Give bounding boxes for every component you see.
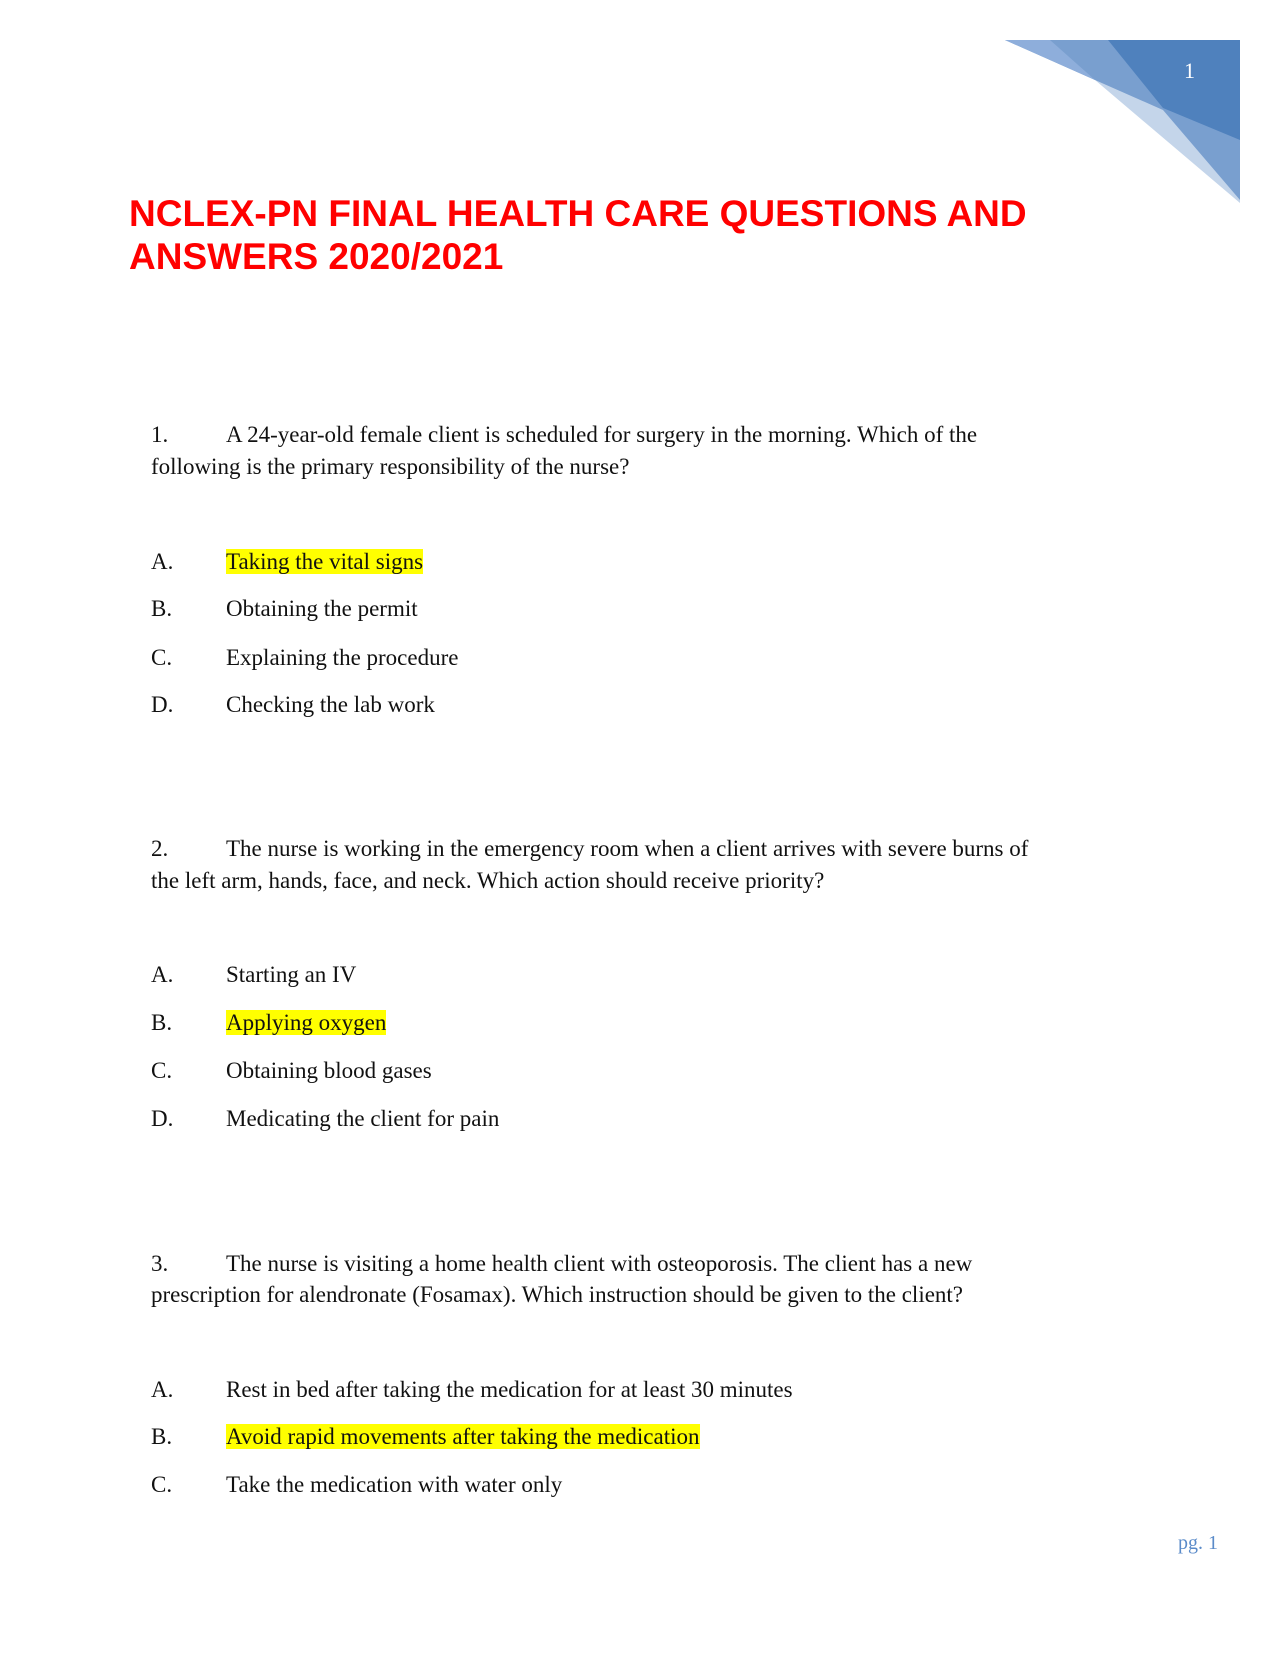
title-line-2: ANSWERS 2020/2021	[129, 236, 504, 277]
item-number: A.	[151, 549, 174, 574]
item-text: prescription for alendronate (Fosamax). Which instruction should be given to the client?	[151, 1282, 964, 1307]
title-line-1: NCLEX-PN FINAL HEALTH CARE QUESTIONS AND	[129, 193, 1027, 234]
answer-option	[151, 1471, 562, 1499]
item-number: B.	[151, 596, 173, 621]
answer-option	[151, 595, 418, 623]
header-page-number: 1	[1184, 58, 1195, 83]
item-number: 2.	[151, 836, 169, 861]
footer-page-label: pg. 1	[1178, 1532, 1218, 1554]
answer-option	[151, 691, 435, 719]
item-text: The nurse is visiting a home health client with osteoporosis. The client has a new	[226, 1251, 973, 1276]
item-number: C.	[151, 1058, 173, 1083]
highlighted-answer: Applying oxygen	[226, 1010, 387, 1035]
answer-option	[151, 1105, 499, 1133]
answer-option	[151, 1423, 700, 1451]
item-number: D.	[151, 1106, 174, 1131]
question-stem-continued	[151, 867, 824, 895]
item-text: following is the primary responsibility of the nurse?	[151, 454, 630, 479]
item-text: Obtaining the permit	[226, 596, 418, 621]
item-number: D.	[151, 692, 174, 717]
item-text: Medicating the client for pain	[226, 1106, 500, 1131]
item-text: The nurse is working in the emergency room when a client arrives with severe burns of	[226, 836, 1029, 861]
item-number: 1.	[151, 422, 169, 447]
question-stem	[151, 835, 1028, 863]
item-number: B.	[151, 1010, 173, 1035]
item-number: C.	[151, 1472, 173, 1497]
item-number: A.	[151, 962, 174, 987]
item-text: Obtaining blood gases	[226, 1058, 432, 1083]
answer-option	[151, 961, 356, 989]
answer-option	[151, 548, 423, 576]
item-text: Starting an IV	[226, 962, 357, 987]
highlighted-answer: Taking the vital signs	[226, 549, 424, 574]
item-text: Rest in bed after taking the medication for at least 30 minutes	[226, 1377, 793, 1402]
question-stem-continued	[151, 1281, 963, 1309]
item-text: A 24-year-old female client is scheduled for surgery in the morning. Which of the	[226, 422, 978, 447]
document-title	[129, 192, 1129, 278]
item-number: C.	[151, 645, 173, 670]
item-text: the left arm, hands, face, and neck. Which action should receive priority?	[151, 868, 825, 893]
corner-decoration	[0, 0, 1280, 220]
item-number: 3.	[151, 1251, 169, 1276]
item-number: B.	[151, 1424, 173, 1449]
item-text: Take the medication with water only	[226, 1472, 563, 1497]
question-stem	[151, 1250, 972, 1278]
item-text: Explaining the procedure	[226, 645, 459, 670]
question-stem-continued	[151, 453, 629, 481]
answer-option	[151, 1057, 432, 1085]
item-text: Checking the lab work	[226, 692, 435, 717]
question-stem	[151, 421, 977, 449]
answer-option	[151, 1009, 386, 1037]
highlighted-answer: Avoid rapid movements after taking the medication	[226, 1424, 700, 1449]
answer-option	[151, 644, 458, 672]
item-number: A.	[151, 1377, 174, 1402]
answer-option	[151, 1376, 793, 1404]
